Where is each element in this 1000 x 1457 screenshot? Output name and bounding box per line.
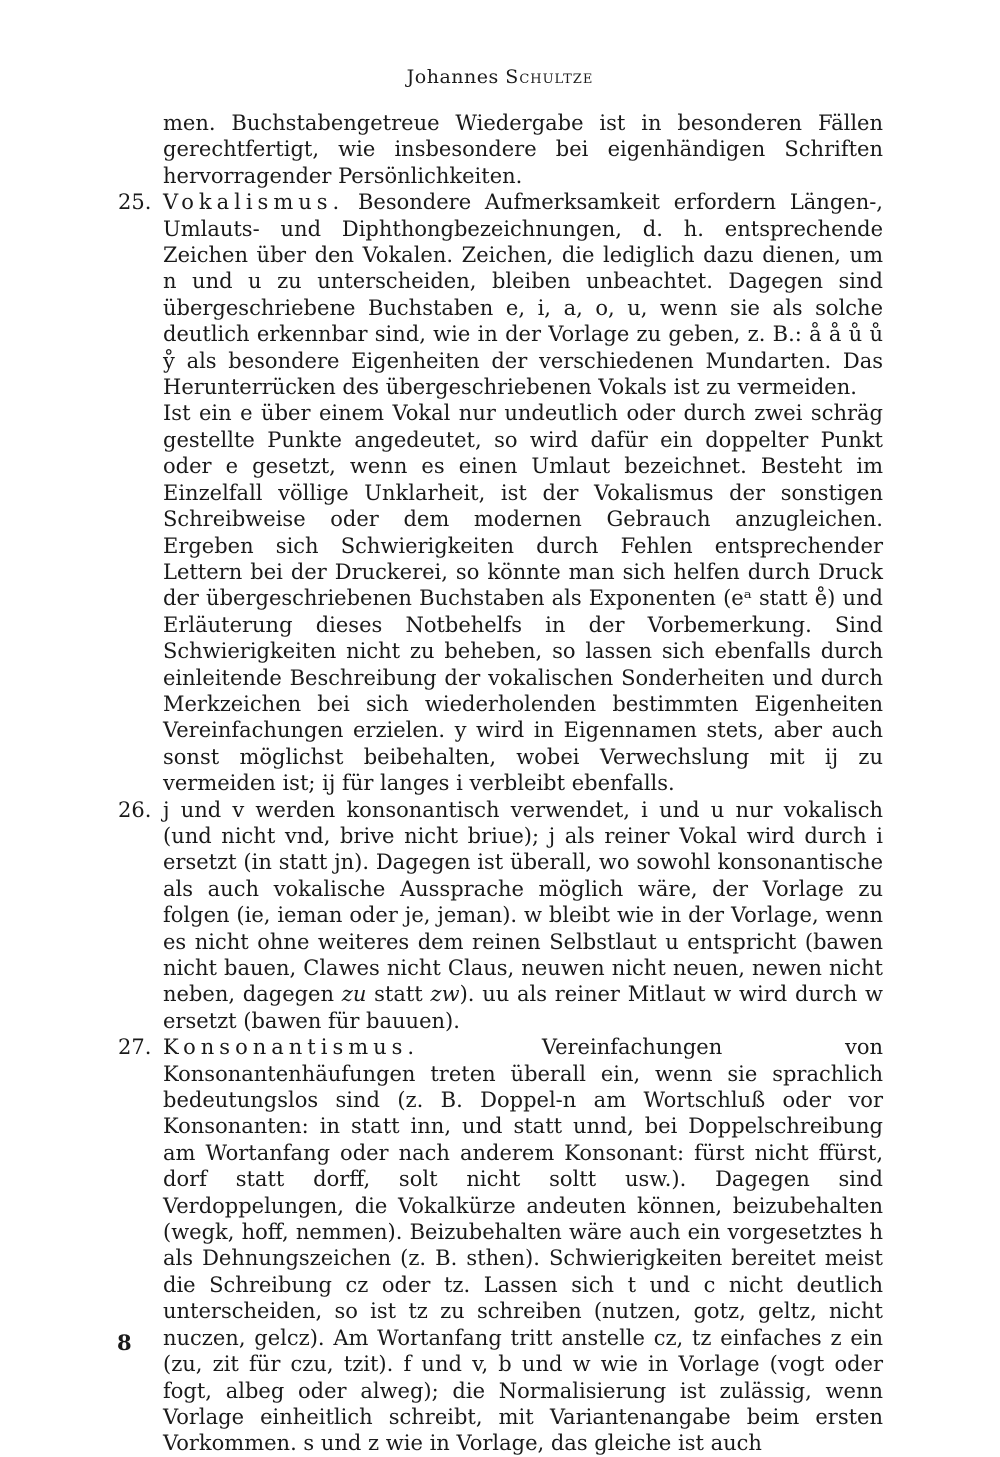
- section-26-text-a: j und v werden konsonantisch verwendet, i und u nur vokalisch (und nicht vnd, brive nicht briue); j als reiner Vokal wird durch i ersetzt (in statt jn). Dagegen ist überall, wo sowohl konsonantische als auch vokalische Aussprache möglich wäre, der Vorlage zu folgen (ie, ieman oder je, jeman). w bleibt wie in der Vorlage, wenn es nicht ohne weiteres dem reinen Selbstlaut u entspricht (bawen nicht bauen, Clawes nicht Claus, neuwen nicht neuen, newen nicht neben, dagegen: [163, 797, 883, 1007]
- section-25-paragraph-2: Ist ein e über einem Vokal nur undeutlich oder durch zwei schräg gestellte Punkte angedeutet, so wird dafür ein doppelter Punkt oder e gesetzt, wenn es einen Umlaut bezeichnet. Besteht im Einzelfall völlige Unklarheit, ist der Vokalismus der sonstigen Schreibweise oder dem modernen Gebrauch anzugleichen. Ergeben sich Schwierigkeiten durch Fehlen entsprechender Lettern bei der Druckerei, so könnte man sich helfen durch Druck der übergeschriebenen Buchstaben als Exponenten (eᵃ statt e̊) und Erläuterung dieses Notbehelfs in der Vorbemerkung. Sind Schwierigkeiten nicht zu beheben, so lassen sich ebenfalls durch einleitende Beschreibung der vokalischen Sonderheiten und durch Merkzeichen bei sich wiederholenden bestimmten Eigenheiten Vereinfachungen erzielen. y wird in Eigennamen stets, aber auch sonst möglichst beibehalten, wobei Verwechslung mit ij zu vermeiden ist; ij für langes i verbleibt ebenfalls.: [163, 401, 883, 796]
- section-26-text-b: statt: [366, 982, 431, 1007]
- intro-paragraph: men. Buchstabengetreue Wiedergabe ist in besonderen Fällen gerechtfertigt, wie insbesondere bei eigenhändigen Schriften hervorragender Persönlichkeiten.: [163, 111, 883, 188]
- section-27-heading: Konsonantismus.: [163, 1035, 420, 1060]
- section-26-number: 26.: [118, 797, 152, 822]
- section-26-text-c: ). uu als reiner Mitlaut w wird durch w ersetzt (bawen für bauuen).: [163, 982, 884, 1033]
- page-number: 8: [117, 1330, 132, 1355]
- section-25-text: Besondere Aufmerksamkeit erfordern Längen-, Umlauts- und Diphthongbezeichnungen, d. h. entsprechende Zeichen über den Vokalen. Zeichen, die lediglich dazu dienen, um n und u zu unterscheiden, bleiben unbeachtet. Dagegen sind übergeschriebene Buchstaben e, i, a, o, u, wenn sie als solche deutlich erkennbar sind, wie in der Vorlage zu geben, z. B.: å å ů ů ẙ als besondere Eigenheiten der verschiedenen Mundarten. Das Herunterrücken des übergeschriebenen Vokals ist zu vermeiden.: [163, 190, 883, 400]
- running-header: [0, 66, 1000, 88]
- section-26: [118, 797, 884, 1035]
- section-27-paragraph: [163, 1034, 883, 1457]
- section-27: [118, 1034, 883, 1457]
- header-author-last: Schultze: [505, 66, 594, 88]
- section-26-italic-zu: zu: [341, 982, 367, 1007]
- section-25: [118, 189, 883, 796]
- section-25-paragraph: [163, 189, 883, 400]
- section-25-heading: Vokalismus.: [163, 190, 345, 215]
- section-25-number: 25.: [118, 190, 152, 215]
- section-27-number: 27.: [118, 1035, 152, 1060]
- section-27-text: Vereinfachungen von Konsonantenhäufungen treten überall ein, wenn sie sprachlich bedeutungslos sind (z. B. Doppel-n am Wortschluß oder vor Konsonanten: in statt inn, und statt unnd, bei Doppelschreibung am Wortanfang oder nach anderem Konsonant: fürst nicht ffürst, dorf statt dorff, solt nicht soltt usw.). Dagegen sind Verdoppelungen, die Vokalkürze andeuten können, beizubehalten (wegk, hoff, nemmen). Beizubehalten wäre auch ein vorgesetztes h als Dehnungszeichen (z. B. sthen). Schwierigkeiten bereitet meist die Schreibung cz oder tz. Lassen sich t und c nicht deutlich unterscheiden, so ist tz zu schreiben (nutzen, gotz, geltz, nicht nuczen, gelcz). Am Wortanfang tritt anstelle cz, tz einfaches z ein (zu, zit für czu, tzit). f und v, b und w wie in Vorlage (vogt oder fogt, albeg oder alweg); die Normalisierung ist zulässig, wenn Vorlage einheitlich schreibt, mit Variantenangabe beim ersten Vorkommen. s und z wie in Vorlage, das gleiche ist auch: [163, 1035, 883, 1456]
- header-author-first: Johannes: [406, 66, 499, 88]
- section-26-italic-zw: zw: [430, 982, 460, 1007]
- section-26-paragraph: [163, 797, 883, 1035]
- body-text: [118, 110, 884, 1457]
